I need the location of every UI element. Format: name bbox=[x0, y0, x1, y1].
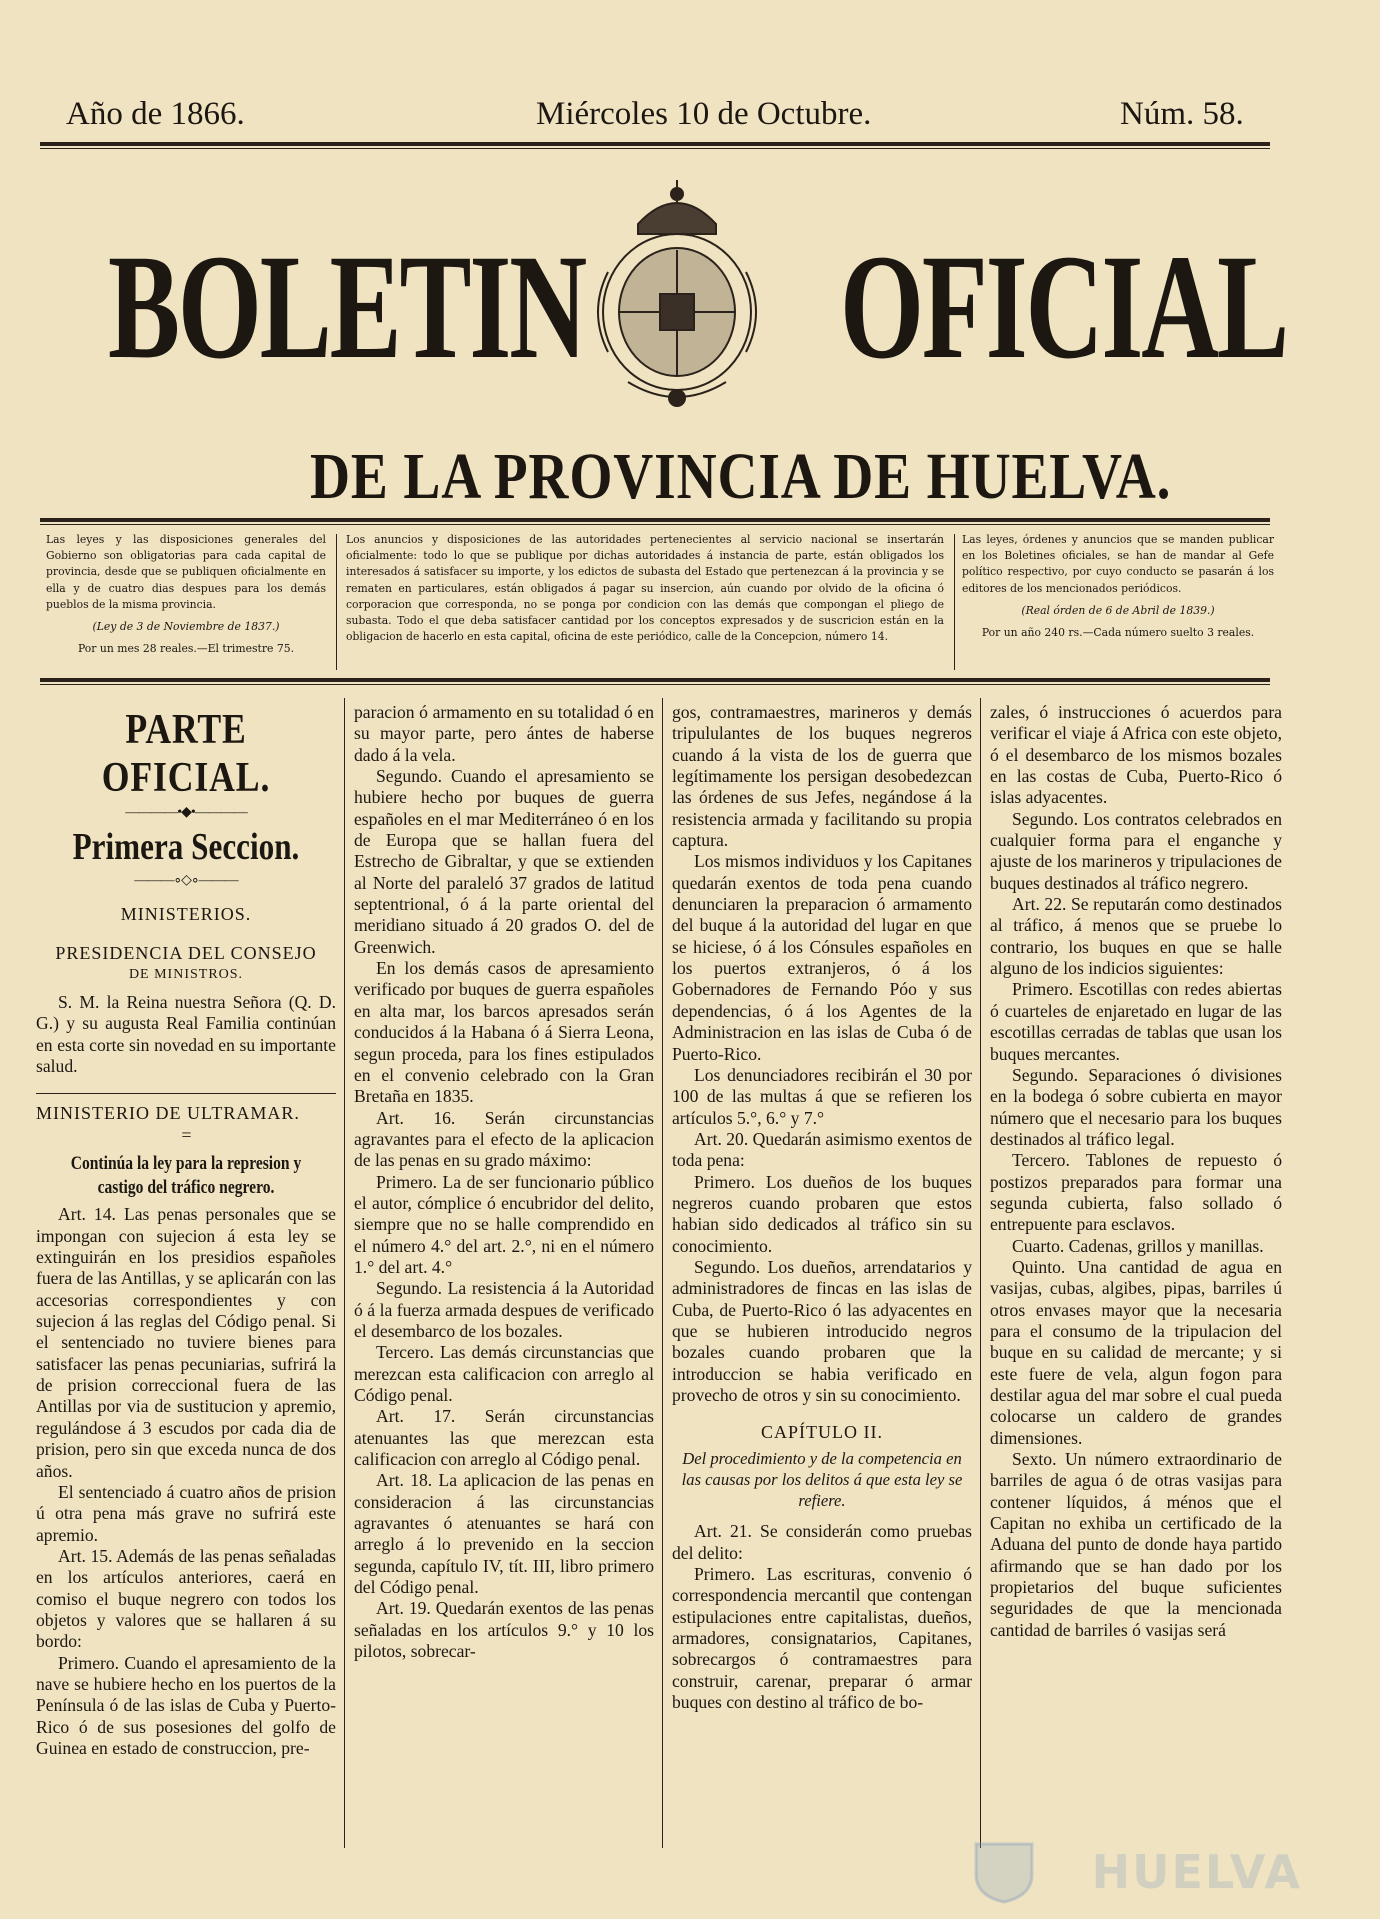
body-top-rule-thin bbox=[40, 684, 1270, 685]
parte-oficial-heading: PARTE OFICIAL. bbox=[101, 707, 271, 801]
archive-shield-icon bbox=[970, 1838, 1038, 1906]
paragraph: Primero. Escotillas con redes abiertas ó cuarteles de enjaretado en lugar de las escotillas cerradas de tablas que usan los buques mercantes. bbox=[990, 979, 1282, 1064]
presidencia-title: PRESIDENCIA DEL CONSEJO bbox=[55, 943, 317, 963]
paragraph: zales, ó instrucciones ó acuerdos para verificar el viaje á Africa con este objeto, ó el desembarco de los mismos bozales en las costas de Cuba, Puerto-Rico ó islas adyacentes. bbox=[990, 702, 1282, 808]
paragraph: Art. 17. Serán circunstancias atenuantes las que merezcan esta calificacion con arreglo al Código penal. bbox=[354, 1406, 654, 1470]
chapter-subtitle: Del procedimiento y de la competencia en las causas por los delitos á que esta ley se refiere. bbox=[681, 1449, 963, 1511]
law-title: Continúa la ley para la represion y castigo del tráfico negrero. bbox=[70, 1153, 302, 1199]
issue-year: Año de 1866. bbox=[66, 96, 245, 132]
top-rule-thin bbox=[40, 148, 1270, 149]
paragraph: Cuarto. Cadenas, grillos y manillas. bbox=[1012, 1235, 1264, 1256]
paragraph: Quinto. Una cantidad de agua en vasijas, cubas, algibes, pipas, barriles ú otros envases mayor que la necesaria para el consumo de la tripulacion del buque en su calidad de mercante; y si este fuere de vela, algun fogon para destilar agua del mar sobre el cual pueda colocarse un caldero de grandes dimensiones. bbox=[990, 1256, 1282, 1448]
notice-right-price: Por un año 240 rs.—Cada número suelto 3 reales. bbox=[981, 626, 1255, 640]
chapter-heading: CAPÍTULO II. bbox=[761, 1422, 883, 1443]
double-rule: = bbox=[181, 1125, 191, 1146]
presidencia-subtitle: DE MINISTROS. bbox=[128, 967, 244, 982]
presidencia-heading bbox=[36, 942, 336, 986]
column-divider-2 bbox=[662, 698, 663, 1848]
paragraph: Segundo. La resistencia á la Autoridad ó á la fuerza armada despues de verificado el desembarco de los bozales. bbox=[354, 1278, 654, 1341]
notice-right-ref: (Real órden de 6 de Abril de 1839.) bbox=[1021, 603, 1215, 617]
ultramar-heading: MINISTERIO DE ULTRAMAR. bbox=[36, 1103, 300, 1124]
paragraph: Segundo. Separaciones ó divisiones en la bodega ó sobre cubierta en mayor número que el necesario para los buques destinados al tráfico legal. bbox=[990, 1064, 1282, 1149]
paragraph: Segundo. Los dueños, arrendatarios y administradores de fincas en las islas de Cuba, de Puerto-Rico ó las adyacentes en que se hubieren introducido negros bozales cuando probaren que la introduccion se habia verificado en provecho de otros y sin su conocimiento. bbox=[672, 1256, 972, 1405]
paragraph: Primero. La de ser funcionario público el autor, cómplice ó encubridor del delito, siempre que no se halle comprendido en el número 4.° del art. 2.°, ni en el número 1.° del art. 4.° bbox=[354, 1171, 654, 1277]
notice-left-price: Por un mes 28 reales.—El trimestre 75. bbox=[77, 642, 294, 656]
paragraph: Segundo. Cuando el apresamiento se hubiere hecho por buques de guerra españoles en el mar Mediterráneo ó en los de Europa que se hallan fuera del Estrecho de Gibraltar, y que se extienden al Norte del paraleló 37 grados de latitud septentrional, ó á la parte oriental del meridiano situado á 20 grados O. del de Greenwich. bbox=[354, 766, 654, 957]
column-divider-3 bbox=[980, 698, 981, 1848]
paragraph: Primero. Cuando el apresamiento de la nave se hubiere hecho en los puertos de la Península ó de las islas de Cuba y Puerto-Rico ó de sus posesiones del golfo de Guinea en estado de construccion, pre- bbox=[36, 1652, 336, 1758]
ornament-divider-2: ———∘◇∘——— bbox=[134, 873, 238, 888]
paragraph: En los demás casos de apresamiento verificado por buques de guerra españoles en alta mar, los barcos apresados serán conducidos á la Habana ó á Sierra Leona, segun proceda, para los fines estipulados en el convenio celebrado con la Gran Bretaña en 1835. bbox=[354, 958, 654, 1107]
masthead-subtitle: DE LA PROVINCIA DE HUELVA. bbox=[310, 440, 1172, 513]
notice-center-text: Los anuncios y disposiciones de las autoridades pertenecientes al servicio nacional se insertarán oficialmente: todo lo que se publique por dichas autoridades á instancia de parte, están obligados los interesados á satisfacer su importe, y los edictos de subasta del Estado que pertenezcan á la provincia y se rematen en particulares, están obligados á pagar su insercion, aún cuando por olvido de la oficina ó corporacion que corresponda, no se ponga por condicion con las demás que compongan el pliego de subasta. Todo el que deba satisfacer cantidad por los conceptos expresados y de suscricion están en la obligacion de hacerlo en esta capital, oficina de este periódico, calle de la Concepcion, número 14. bbox=[346, 533, 944, 644]
paragraph: Art. 21. Se considerán como pruebas del delito: bbox=[672, 1521, 972, 1563]
paragraph: Tercero. Las demás circunstancias que merezcan esta calificacion con arreglo al Código penal. bbox=[354, 1342, 654, 1405]
column-divider-1 bbox=[344, 698, 345, 1848]
column-2 bbox=[354, 702, 654, 1662]
paragraph: Art. 16. Serán circunstancias agravantes para el efecto de la aplicacion de las penas en su grado máximo: bbox=[354, 1107, 654, 1171]
issue-number: Núm. 58. bbox=[1120, 96, 1244, 132]
paragraph: Primero. Las escrituras, convenio ó correspondencia mercantil que contengan estipulaciones entre capitalistas, dueños, armadores, consignatarios, Capitanes, sobrecargos ó contramaestres para construir, carenar, preparar ó armar buques con destino al tráfico de bo- bbox=[672, 1564, 972, 1713]
masthead-word-right: OFICIAL bbox=[840, 224, 1287, 390]
column-3 bbox=[672, 702, 972, 1713]
paragraph: Art. 14. Las penas personales que se impongan con sujecion á esta ley se extinguirán en los presidios españoles fuera de las Antillas, y se aplicarán con las accesorias correspondientes y con sujecion á las reglas del Código penal. Si el sentenciado no tuviere bienes para satisfacer las penas pecuniarias, sufrirá la de prision correccional fuera de las Antillas por via de sustitucion y apremio, regulándose á 3 escudos por cada dia de prision, pero sin que exceda nunca de dos años. bbox=[36, 1204, 336, 1481]
notice-center bbox=[346, 532, 944, 645]
paragraph: Art. 22. Se reputarán como destinados al tráfico, á menos que se pruebe lo contrario, los buques en que se halle alguno de los indicios siguientes: bbox=[990, 894, 1282, 979]
notice-divider-1 bbox=[336, 534, 337, 670]
archive-watermark: HUELVA bbox=[1091, 1845, 1302, 1899]
notice-left-ref: (Ley de 3 de Noviembre de 1837.) bbox=[92, 620, 280, 634]
paragraph: Los denunciadores recibirán el 30 por 100 de las multas á que se refieren los artículos 5.°, 6.° y 7.° bbox=[672, 1064, 972, 1128]
masthead-bottom-rule-thin bbox=[40, 524, 1270, 525]
paragraph: Art. 20. Quedarán asimismo exentos de toda pena: bbox=[672, 1128, 973, 1171]
paragraph: El sentenciado á cuatro años de prision ú otra pena más grave no sufrirá este apremio. bbox=[36, 1481, 336, 1545]
primera-seccion-heading: Primera Seccion. bbox=[72, 826, 300, 868]
body-top-rule bbox=[40, 678, 1270, 682]
column-1 bbox=[36, 702, 336, 1759]
top-rule bbox=[40, 142, 1270, 146]
paragraph: Sexto. Un número extraordinario de barriles de agua ó de otras vasijas para contener líquidos, á ménos que el Capitan no exhiba un certificado de la Aduana del punto de donde haya partido afirmando que se han dado por los propietarios del buque suficientes seguridades de que la mencionada cantidad de barriles ó vasijas será bbox=[990, 1449, 1282, 1640]
paragraph: Art. 15. Además de las penas señaladas en los artículos anteriores, caerá en comiso el buque negrero con todos los objetos y valores que se hallaren á su bordo: bbox=[36, 1545, 336, 1652]
paragraph: Segundo. Los contratos celebrados en cualquier forma para el enganche y ajuste de los marineros y tripulaciones de buques destinados al tráfico negrero. bbox=[990, 808, 1282, 893]
column-4 bbox=[990, 702, 1282, 1641]
masthead-bottom-rule bbox=[40, 518, 1270, 522]
masthead-word-left: BOLETIN bbox=[108, 224, 586, 390]
paragraph: Tercero. Tablones de repuesto ó postizos preparados para formar una segunda cubierta, falso sollado ó entrepuente para esclavos. bbox=[990, 1150, 1282, 1235]
dateline bbox=[66, 96, 1246, 142]
paragraph: Art. 18. La aplicacion de las penas en consideracion á las circunstancias agravantes ó atenuantes se hará con arreglo á lo prevenido en la seccion segunda, capítulo IV, tít. III, libro primero del Código penal. bbox=[354, 1470, 654, 1598]
paragraph: paracion ó armamento en su totalidad ó en su mayor parte, pero ántes de haberse dado á la vela. bbox=[354, 702, 654, 765]
notice-left-text: Las leyes y las disposiciones generales del Gobierno son obligatorias para cada capital de provincia, desde que se publiquen oficialmente en ella y de cuatro dias despues para los demás pueblos de la misma provincia. bbox=[46, 533, 326, 611]
ornament-divider: ————•◆•———— bbox=[125, 805, 247, 820]
royal-coat-of-arms bbox=[568, 172, 786, 416]
issue-date: Miércoles 10 de Octubre. bbox=[536, 96, 872, 132]
paragraph: gos, contramaestres, marineros y demás tripululantes de los buques negreros cuando á la vista de los de guerra que legítimamente los persigan desobedezcan las órdenes de sus Jefes, negándose á la resistencia armada y facilitando su propia captura. bbox=[672, 702, 972, 851]
ministerios-heading: MINISTERIOS. bbox=[120, 904, 252, 924]
paragraph: Art. 19. Quedarán exentos de las penas señaladas en los artículos 9.° y 10 los pilotos, sobrecar- bbox=[354, 1598, 654, 1662]
paragraph: Primero. Los dueños de los buques negreros cuando probaren que estos habian sido dedicados al tráfico sin su conocimiento. bbox=[672, 1171, 972, 1256]
notice-right bbox=[962, 532, 1274, 641]
paragraph: S. M. la Reina nuestra Señora (Q. D. G.) y su augusta Real Familia continúan en esta corte sin novedad en su importante salud. bbox=[36, 992, 336, 1077]
notice-divider-2 bbox=[954, 534, 955, 670]
paragraph: Los mismos individuos y los Capitanes quedarán exentos de toda pena cuando denunciaren la preparacion ó armamento del buque á la autoridad del lugar en que se hiciese, ó á los Cónsules españoles en los puertos extranjeros, ó á los Gobernadores de Fernando Póo y sus dependencias, ó á los Agentes de la Administracion en las islas de Cuba ó de Puerto-Rico. bbox=[672, 851, 972, 1064]
notice-left bbox=[46, 532, 326, 657]
notice-right-text: Las leyes, órdenes y anuncios que se manden publicar en los Boletines oficiales, se han de mandar al Gefe político respectivo, por cuyo conducto se pasarán á los editores de los mencionados periódicos. bbox=[962, 533, 1274, 595]
section-rule bbox=[36, 1093, 336, 1094]
